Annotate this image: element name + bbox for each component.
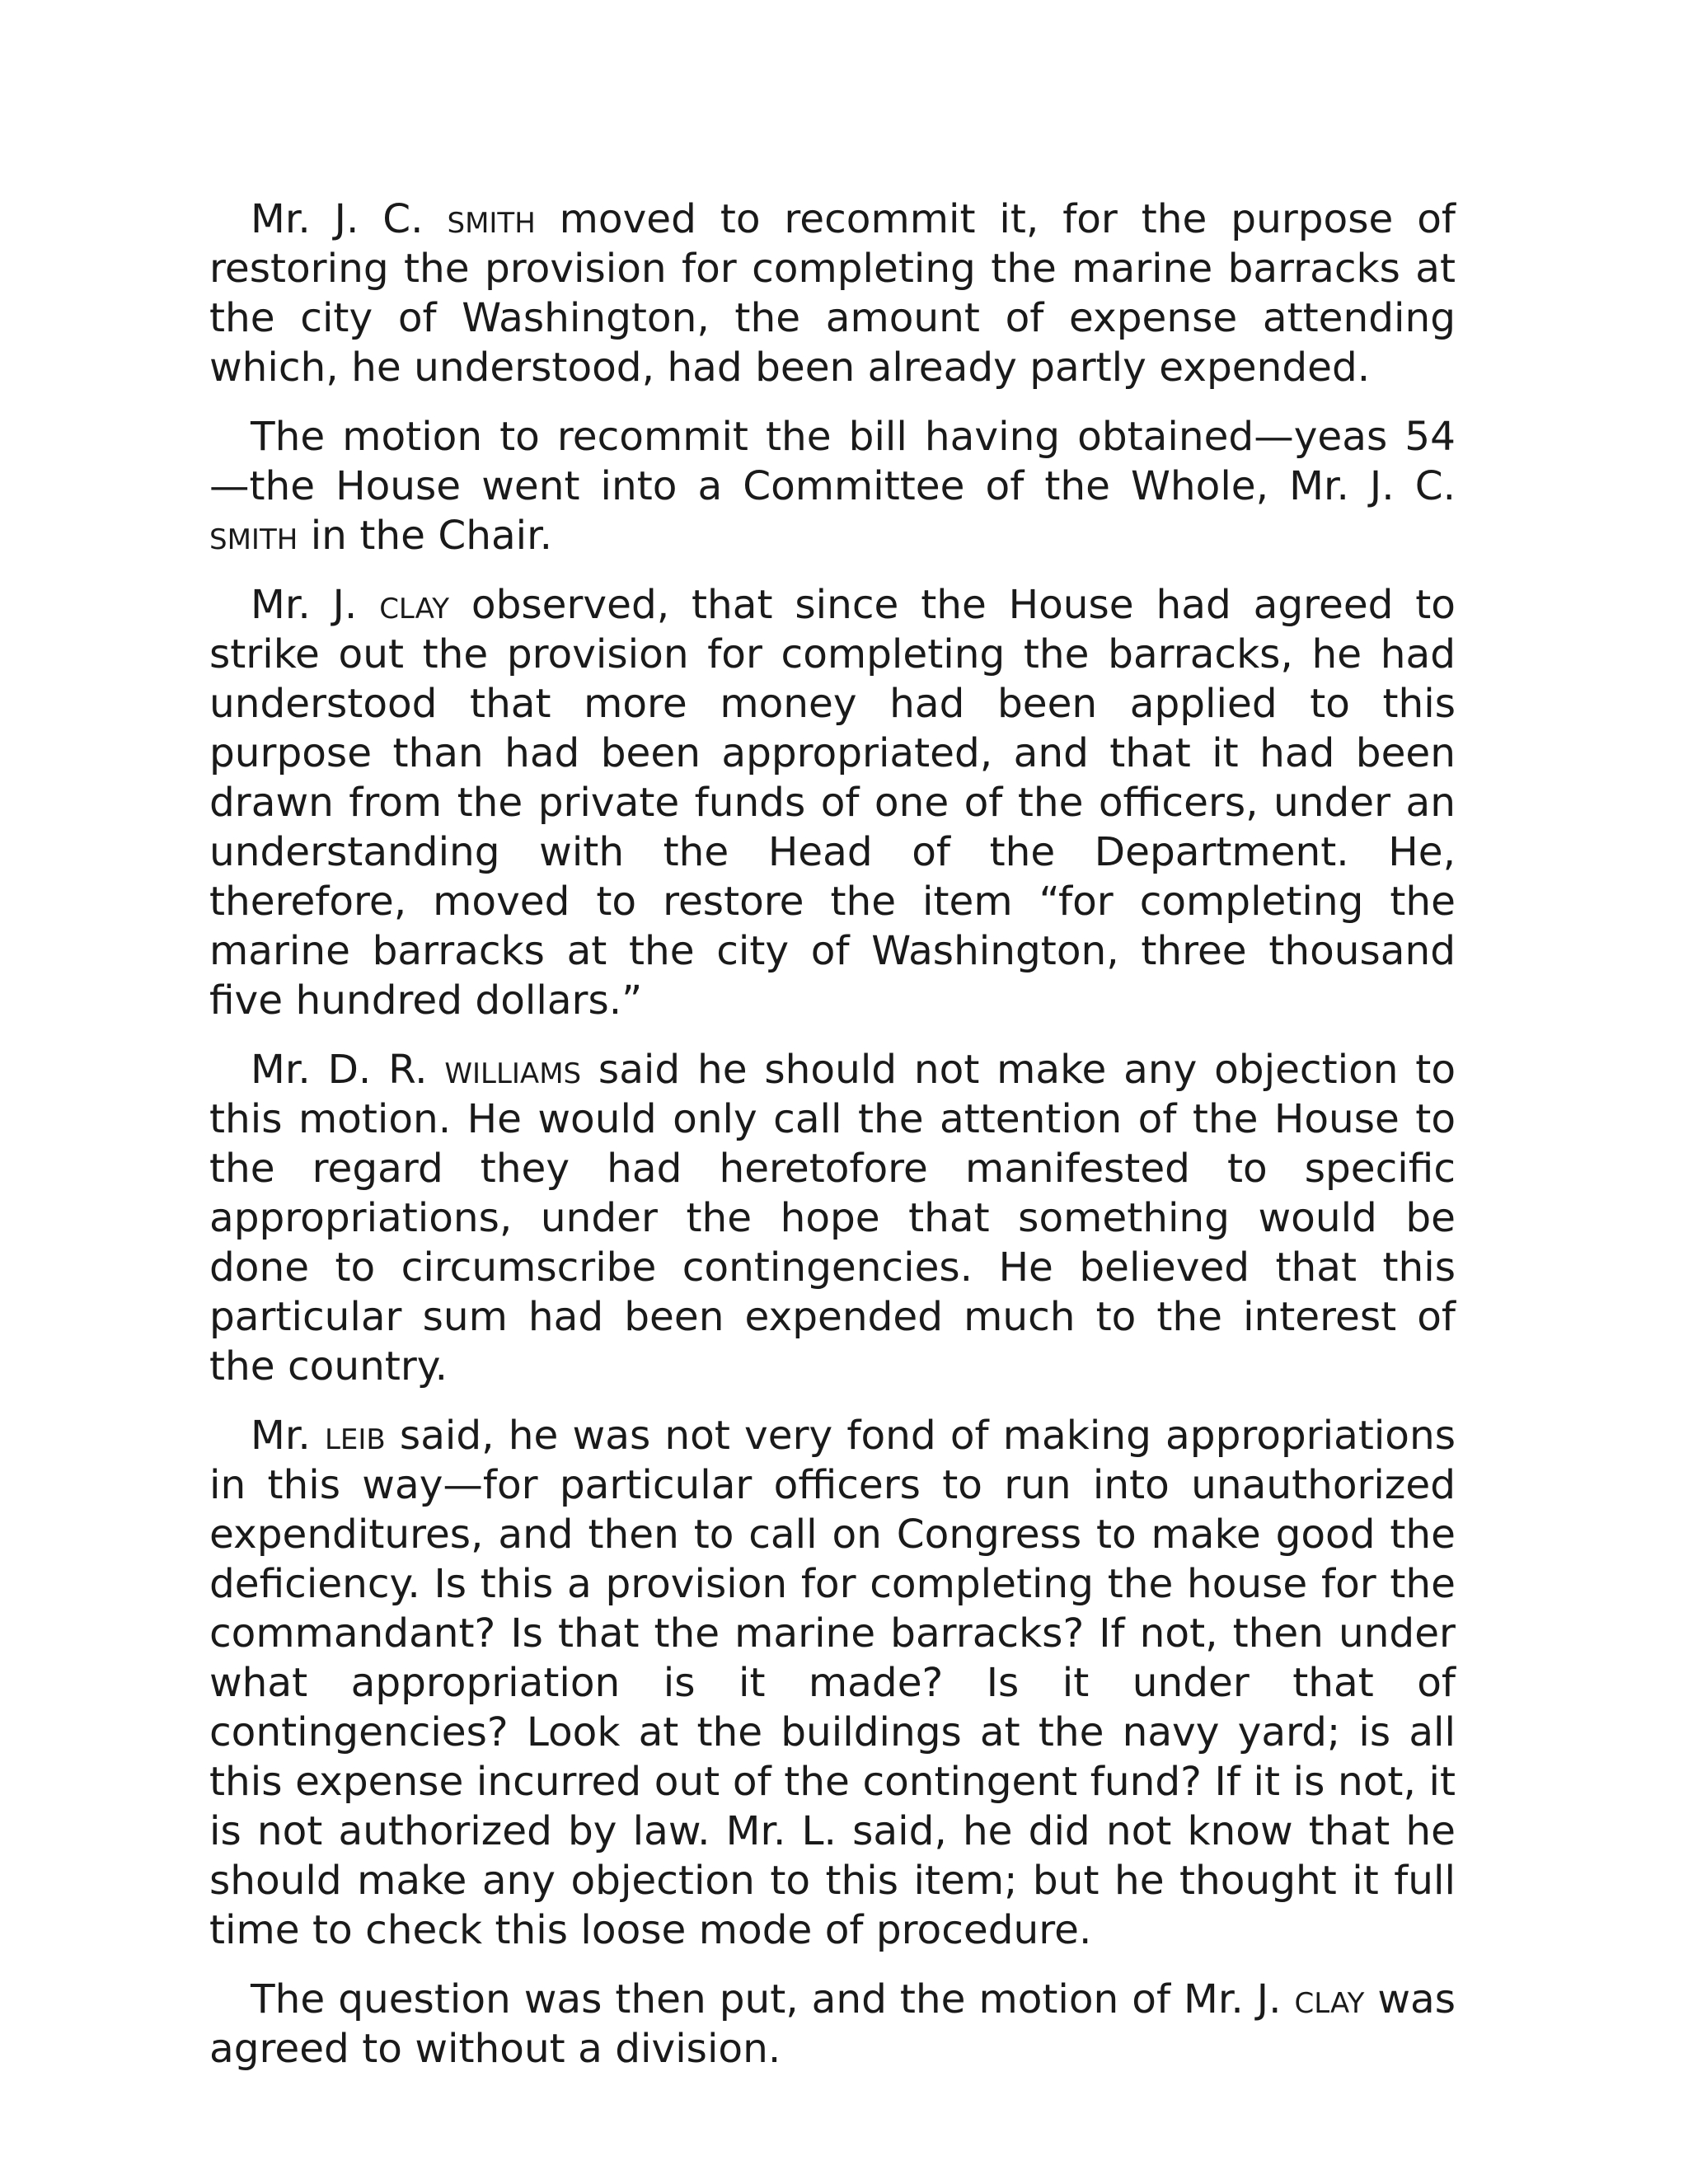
paragraph-smith-motion [209, 194, 1456, 392]
document-page [209, 194, 1456, 2093]
text-segment: observed, that since the House had agreed to strike out the provision for completing the barracks, he had understood that more money had been applied to this purpose than had been appropriated, and that it had been drawn from the private funds of one of the officers, under an understanding with the Head of the Department. He, therefore, moved to restore the item “for completing the marine barracks at the city of Washington, three thousand five hundred dollars.” [209, 582, 1456, 1024]
paragraph-leib-remarks [209, 1411, 1456, 1955]
paragraph-clay-observation [209, 580, 1456, 1025]
text-segment: Mr. D. R. [251, 1047, 445, 1093]
speaker-name: leib [324, 1413, 386, 1459]
paragraph-williams-remarks [209, 1045, 1456, 1391]
text-segment: The question was then put, and the motion of Mr. J. [251, 1976, 1295, 2022]
text-segment: Mr. J. [251, 582, 380, 628]
text-segment: said he should not make any objection to this motion. He would only call the attention of the House to the regard they had heretofore manifested to specific appropriations, under the hope that something would be done to circumscribe contingencies. He believed that this particular sum had been expended much to the interest of the country. [209, 1047, 1456, 1390]
text-segment: moved to recommit it, for the purpose of restoring the provision for completing the marine barracks at the city of Washington, the amount of expense attending which, he understood, had been already partly expended. [209, 196, 1456, 391]
speaker-name: smith [447, 196, 536, 242]
speaker-name: williams [444, 1047, 582, 1093]
text-segment: in the Chair. [298, 513, 553, 559]
text-segment: said, he was not very fond of making appropriations in this way—for particular officers to run into unauthorized expenditures, and then to call on Congress to make good the deficiency. Is this a provision for completing the house for the commandant? Is that the marine barracks? If not, then under what appropriation is it made? Is it under that of contingencies? Look at the buildings at the navy yard; is all this expense incurred out of the contingent fund? If it is not, it is not authorized by law. Mr. L. said, he did not know that he should make any objection to this item; but he thought it full time to check this loose mode of procedure. [209, 1413, 1456, 1953]
speaker-name: clay [1294, 1976, 1365, 2022]
speaker-name: clay [379, 582, 450, 628]
paragraph-question-put [209, 1975, 1456, 2074]
speaker-name: smith [209, 513, 298, 559]
text-segment: was agreed to without a division. [209, 1976, 1456, 2072]
paragraph-committee-of-whole [209, 412, 1456, 560]
text-segment: The motion to recommit the bill having obtained—yeas 54—the House went into a Committee of the Whole, Mr. J. C. [209, 414, 1456, 509]
text-segment: Mr. J. C. [251, 196, 448, 242]
text-segment: Mr. [251, 1413, 325, 1459]
